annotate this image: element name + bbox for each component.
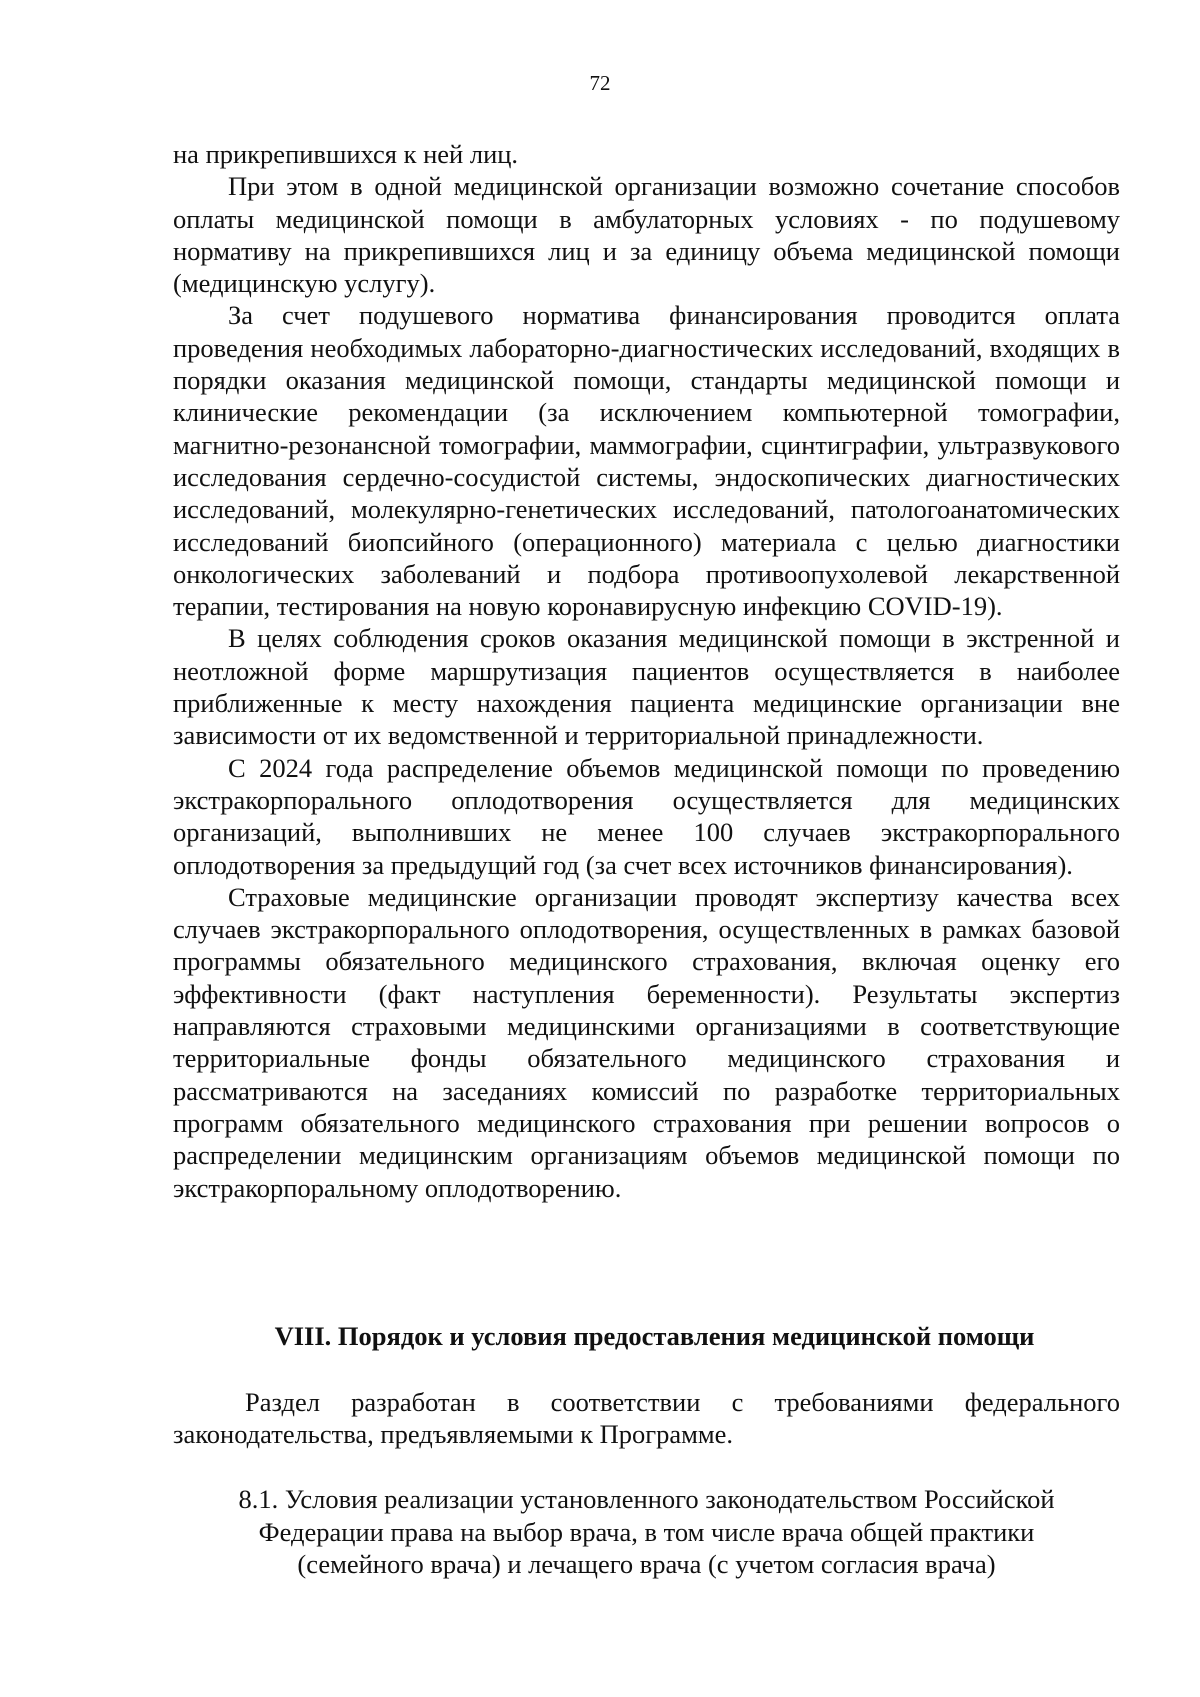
subsection-heading (173, 1483, 1120, 1581)
subsection-heading-line: 8.1. Условия реализации установленного законодательством Российской (238, 1484, 1055, 1514)
paragraph-ivf-quality-expertise: Страховые медицинские организации проводят экспертизу качества всех случаев экстракорпорального оплодотворения, осуществленных в рамках базовой программы обязательного медицинского страхования, включая оценку его эффективности (факт наступления беременности). Результаты экспертиз направляются страховыми медицинскими организациями в соответствующие территориальные фонды обязательного медицинского страхования и рассматриваются на заседаниях комиссий по разработке территориальных программ обязательного медицинского страхования при решении вопросов о распределении медицинским организациям объемов медицинской помощи по экстракорпоральному оплодотворению. (173, 881, 1120, 1203)
paragraph-ivf-distribution: С 2024 года распределение объемов медицинской помощи по проведению экстракорпорального оплодотворения осуществляется для медицинских организаций, выполнивших не менее 100 случаев экстракорпорального оплодотворения за предыдущий год (за счет всех источников финансирования). (173, 752, 1120, 880)
subsection-heading-line: Федерации права на выбор врача, в том числе врача общей практики (258, 1516, 1035, 1547)
section-heading: VIII. Порядок и условия предоставления медицинской помощи (274, 1321, 1035, 1351)
paragraph-per-capita-funding: За счет подушевого норматива финансирования проводится оплата проведения необходимых лабораторно-диагностических исследований, входящих в порядки оказания медицинской помощи, стандарты медицинской помощи и клинические рекомендации (за исключением компьютерной томографии, магнитно-резонансной томографии, маммографии, сцинтиграфии, ультразвукового исследования сердечно-сосудистой системы, эндоскопических диагностических исследований, молекулярно-генетических исследований, патологоанатомических исследований биопсийного (операционного) материала с целью диагностики онкологических заболеваний и подбора противоопухолевой лекарственной терапии, тестирования на новую коронавирусную инфекцию COVID-19). (173, 300, 1120, 622)
paragraph-payment-methods: При этом в одной медицинской организации возможно сочетание способов оплаты медицинской помощи в амбулаторных условиях - по подушевому нормативу на прикрепившихся лиц и за единицу объема медицинской помощи (медицинскую услугу). (173, 171, 1120, 299)
subsection-heading-line: (семейного врача) и лечащего врача (с учетом согласия врача) (297, 1549, 996, 1579)
paragraph-emergency-routing: В целях соблюдения сроков оказания медицинской помощи в экстренной и неотложной форме маршрутизация пациентов осуществляется в наиболее приближенные к месту нахождения пациента медицинские организации вне зависимости от их ведомственной и территориальной принадлежности. (173, 623, 1120, 751)
section-intro (173, 1386, 1120, 1451)
body-text (173, 138, 1120, 1204)
section-intro-paragraph: Раздел разработан в соответствии с требованиями федерального законодательства, предъявляемыми к Программе. (173, 1387, 1120, 1450)
page-number: 72 (589, 71, 611, 95)
paragraph-continuation: на прикрепившихся к ней лиц. (173, 139, 519, 169)
